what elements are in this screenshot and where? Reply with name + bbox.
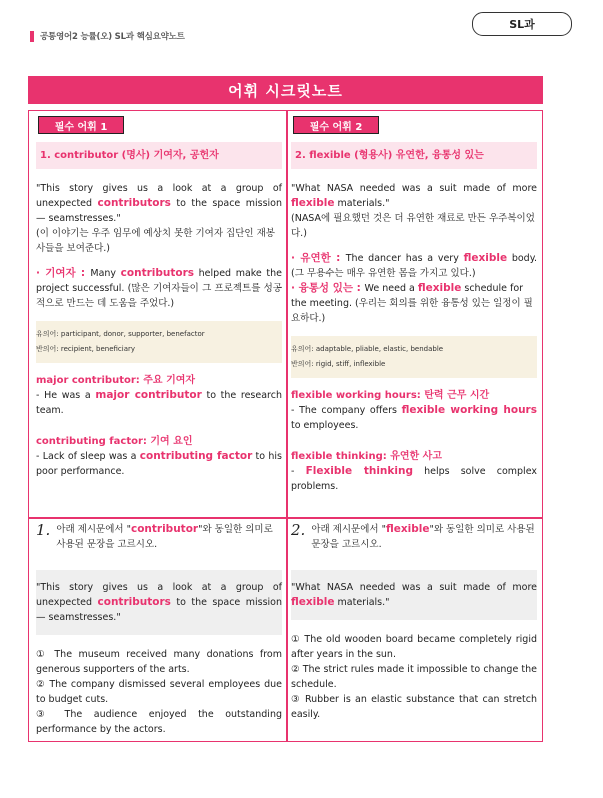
vocab2-title: 2. flexible (형용사) 유연한, 융통성 있는 — [291, 142, 537, 169]
question-2-option-1[interactable]: ① The old wooden board became completely rigid after years in the sun. — [291, 634, 537, 660]
vocab2-example-2: · 융통성 있는 : We need a flexible schedule for the meeting. (우리는 회의를 위한 융통성 있는 일정이 필요하다.) — [291, 282, 533, 324]
question-1-options — [36, 647, 282, 737]
header-text: 공통영어2 능률(오) SL과 핵심요약노트 — [40, 32, 185, 42]
vocab-section-2 — [291, 142, 537, 494]
vocab1-sub1-example: - He was a major contributor to the research team. — [36, 389, 282, 416]
question-2-option-2[interactable]: ② The strict rules made it impossible to change the schedule. — [291, 664, 537, 690]
vocab2-sub2-title: flexible thinking: 유연한 사고 — [291, 451, 442, 462]
question-2-number: 2. — [291, 521, 306, 539]
vocab-section-1 — [36, 142, 282, 479]
question-1-option-1[interactable]: ① The museum received many donations from generous supporters of the arts. — [36, 649, 282, 675]
header-accent-bar — [30, 31, 34, 42]
col2-head: 필수 어휘 2 — [293, 116, 379, 134]
question-1-option-3[interactable]: ③ The audience enjoyed the outstanding performance by the actors. — [36, 709, 282, 735]
vocab1-quote: "This story gives us a look at a group of unexpected contributors to the space mission — seamstresses." — [36, 183, 283, 224]
vocab1-sub1-title: major contributor: 주요 기여자 — [36, 375, 196, 386]
page-header — [30, 30, 185, 42]
question-2-option-3[interactable]: ③ Rubber is an elastic substance that can stretch easily. — [291, 694, 537, 720]
question-1-prompt: 아래 제시문에서 "contributor"와 동일한 의미로 사용된 문장을 고르시오. — [56, 523, 273, 550]
question-1-option-2[interactable]: ② The company dismissed several employees due to budget cuts. — [36, 679, 282, 705]
vocab2-quote: "What NASA needed was a suit made of more flexible materials." — [291, 183, 537, 209]
question-1-number: 1. — [36, 521, 51, 539]
page-title-banner: 어휘 시크릿노트 — [28, 76, 543, 104]
question-2-options — [291, 632, 537, 722]
vocab1-quote-kr: (이 이야기는 우주 임무에 예상치 못한 기여자 집단인 재봉사들을 보여준다.) — [36, 228, 275, 254]
lesson-badge: SL과 — [472, 12, 572, 36]
vocab2-sub2-example: - Flexible thinking helps solve complex problems. — [291, 465, 537, 492]
vocab1-sub2-example: - Lack of sleep was a contributing factor to his poor performance. — [36, 450, 282, 477]
vocab2-sub1-example: - The company offers flexible working hours to employees. — [291, 404, 537, 431]
question-2-passage: "What NASA needed was a suit made of more flexible materials." — [291, 570, 537, 620]
question-1 — [36, 522, 282, 737]
vocab2-synonyms: 유의어: adaptable, pliable, elastic, bendable 반의어: rigid, stiff, inflexible — [291, 336, 537, 378]
vocab1-sub2-title: contributing factor: 기여 요인 — [36, 436, 193, 447]
col1-head: 필수 어휘 1 — [38, 116, 124, 134]
question-2 — [291, 522, 537, 722]
vocab1-title: 1. contributor (명사) 기여자, 공헌자 — [36, 142, 282, 169]
vocab2-quote-kr: (NASA에 필요했던 것은 더 유연한 재료로 만든 우주복이었다.) — [291, 213, 535, 239]
column-divider — [286, 110, 288, 742]
question-2-prompt: 아래 제시문에서 "flexible"와 동일한 의미로 사용된 문장을 고르시오. — [311, 523, 535, 550]
vocab2-sub1-title: flexible working hours: 탄력 근무 시간 — [291, 390, 490, 401]
section-divider — [28, 517, 543, 519]
vocab1-example: · 기여자 : Many contributors helped make the project successful. (많은 기여자들이 그 프로젝트를 성공적으로 만드는 데 도움을 주었다.) — [36, 267, 282, 309]
vocab1-synonyms: 유의어: participant, donor, supporter, benefactor 반의어: recipient, beneficiary — [36, 321, 282, 363]
question-1-passage: "This story gives us a look at a group of unexpected contributors to the space mission — seamstresses." — [36, 570, 282, 635]
vocab2-example-1: · 유연한 : The dancer has a very flexible body. (그 무용수는 매우 유연한 몸을 가지고 있다.) — [291, 252, 537, 279]
